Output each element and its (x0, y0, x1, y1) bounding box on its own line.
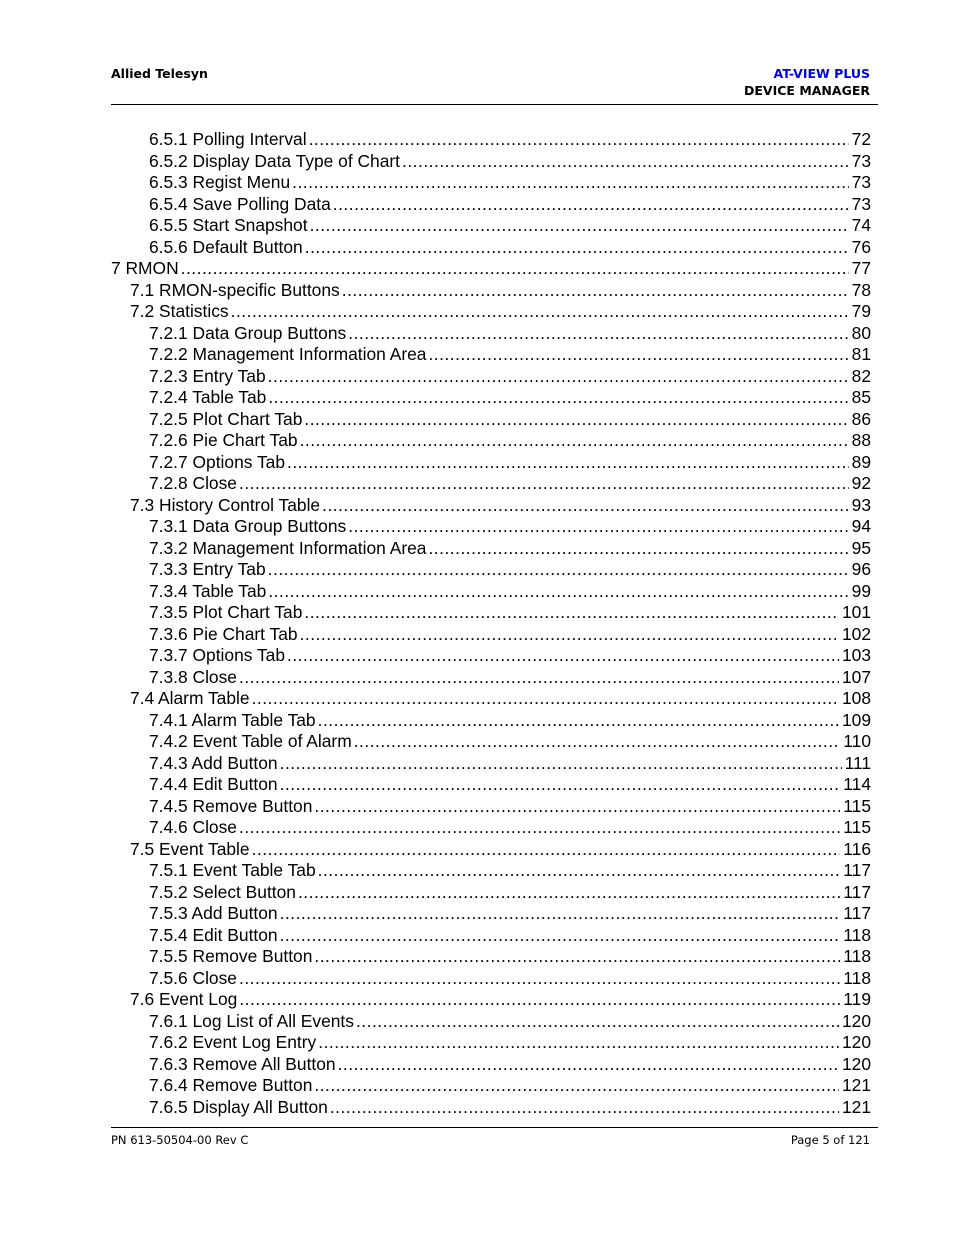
toc-entry[interactable] (111, 602, 871, 624)
toc-entry-page: 118 (843, 967, 871, 988)
toc-dot-leader (304, 602, 839, 624)
toc-dot-leader (322, 495, 849, 517)
toc-entry-title: 7.4.6 Close (149, 817, 237, 837)
toc-entry-page: 95 (851, 537, 871, 558)
toc-entry[interactable] (111, 1075, 871, 1097)
toc-entry-page: 79 (851, 301, 871, 321)
toc-entry-page: 86 (851, 408, 871, 429)
toc-entry-title: 7.3.3 Entry Tab (149, 559, 266, 579)
toc-entry-page: 73 (851, 193, 871, 214)
toc-entry-page: 117 (843, 860, 871, 880)
toc-entry-page: 118 (843, 946, 871, 966)
toc-dot-leader (239, 667, 839, 689)
toc-entry-title: 7.4.5 Remove Button (149, 795, 313, 816)
toc-entry-page: 80 (851, 322, 871, 343)
toc-entry-title: 7.2.5 Plot Chart Tab (149, 408, 303, 429)
toc-entry-title: 7.3.1 Data Group Buttons (149, 516, 347, 536)
toc-dot-leader (310, 215, 849, 237)
toc-entry-page: 93 (851, 494, 871, 515)
toc-dot-leader (318, 710, 839, 732)
toc-entry-page: 92 (851, 473, 871, 493)
toc-entry[interactable] (111, 688, 871, 710)
toc-dot-leader (300, 430, 849, 452)
toc-dot-leader (305, 237, 849, 259)
toc-entry[interactable] (111, 882, 871, 904)
toc-entry[interactable] (111, 129, 871, 151)
toc-entry-title: 7.5.4 Edit Button (149, 924, 278, 945)
toc-entry-page: 76 (851, 236, 871, 257)
toc-entry[interactable] (111, 538, 871, 560)
toc-entry-title: 7.2.4 Table Tab (149, 387, 267, 407)
company-name: Allied Telesyn (111, 66, 208, 81)
toc-entry[interactable] (111, 839, 871, 861)
toc-entry-title: 7.3 History Control Table (130, 494, 321, 515)
toc-entry[interactable] (111, 774, 871, 796)
toc-entry-title: 7.2.3 Entry Tab (149, 365, 266, 386)
toc-dot-leader (318, 1032, 839, 1054)
toc-dot-leader (181, 258, 849, 280)
toc-entry-title: 7.2 Statistics (130, 301, 229, 321)
document-number: PN 613-50504-00 Rev C (111, 1133, 249, 1147)
toc-entry[interactable] (111, 151, 871, 173)
toc-entry-page: 116 (843, 838, 871, 859)
toc-entry[interactable] (111, 1054, 871, 1076)
toc-entry-title: 7.2.8 Close (149, 473, 237, 493)
toc-entry-title: 7 RMON (111, 258, 179, 278)
toc-entry-title: 7.5.3 Add Button (149, 903, 278, 923)
toc-entry-title: 7.3.4 Table Tab (149, 580, 267, 601)
toc-dot-leader (268, 581, 848, 603)
toc-dot-leader (287, 645, 839, 667)
toc-dot-leader (252, 839, 841, 861)
page-number: Page 5 of 121 (790, 1133, 870, 1147)
toc-entry-title: 7.5.1 Event Table Tab (149, 860, 316, 880)
toc-entry-page: 96 (851, 559, 871, 579)
toc-entry-page: 107 (841, 666, 871, 687)
toc-entry-page: 103 (841, 645, 871, 665)
toc-entry[interactable] (111, 667, 871, 689)
toc-entry[interactable] (111, 860, 871, 882)
toc-entry-page: 101 (841, 602, 871, 622)
toc-entry-page: 117 (843, 881, 871, 902)
table-of-contents (111, 129, 871, 1118)
toc-entry-title: 7.4.3 Add Button (149, 752, 278, 773)
toc-entry-title: 7.4 Alarm Table (130, 688, 250, 708)
toc-entry-title: 7.6 Event Log (130, 989, 238, 1009)
product-subtitle: DEVICE MANAGER (744, 83, 870, 98)
toc-entry-title: 7.3.2 Management Information Area (149, 537, 427, 558)
toc-entry[interactable] (111, 817, 871, 839)
toc-dot-leader (314, 1075, 839, 1097)
toc-dot-leader (252, 688, 839, 710)
toc-dot-leader (239, 968, 840, 990)
toc-entry-page: 99 (851, 580, 871, 601)
toc-dot-leader (354, 731, 841, 753)
toc-entry-page: 81 (851, 344, 871, 364)
toc-entry[interactable] (111, 1032, 871, 1054)
toc-entry-title: 7.3.7 Options Tab (149, 645, 285, 665)
toc-entry-page: 115 (843, 795, 871, 816)
toc-entry-page: 82 (851, 365, 871, 386)
toc-entry[interactable] (111, 559, 871, 581)
toc-dot-leader (356, 1011, 839, 1033)
toc-entry-title: 7.1 RMON-specific Buttons (130, 279, 340, 300)
toc-dot-leader (309, 129, 849, 151)
toc-entry[interactable] (111, 280, 871, 302)
toc-entry[interactable] (111, 430, 871, 452)
toc-dot-leader (239, 817, 840, 839)
toc-dot-leader (348, 516, 848, 538)
toc-dot-leader (330, 1097, 839, 1119)
toc-entry[interactable] (111, 473, 871, 495)
toc-entry-page: 121 (841, 1075, 871, 1095)
toc-dot-leader (428, 538, 848, 560)
toc-dot-leader (300, 624, 839, 646)
toc-dot-leader (348, 323, 848, 345)
toc-entry-page: 94 (851, 516, 871, 536)
toc-entry-page: 108 (841, 688, 871, 708)
toc-entry-page: 110 (843, 731, 871, 751)
toc-entry-page: 73 (851, 172, 871, 192)
toc-dot-leader (268, 366, 849, 388)
toc-entry-title: 7.6.3 Remove All Button (149, 1053, 336, 1074)
toc-entry-page: 85 (851, 387, 871, 407)
toc-dot-leader (304, 409, 848, 431)
toc-entry-title: 7.2.1 Data Group Buttons (149, 322, 347, 343)
toc-entry[interactable] (111, 366, 871, 388)
toc-entry-page: 74 (851, 215, 871, 235)
toc-entry[interactable] (111, 796, 871, 818)
toc-entry[interactable] (111, 989, 871, 1011)
toc-entry-title: 6.5.3 Regist Menu (149, 172, 291, 192)
page-footer (111, 1127, 878, 1153)
toc-entry-page: 102 (841, 623, 871, 644)
toc-dot-leader (287, 452, 849, 474)
toc-entry-title: 7.6.5 Display All Button (149, 1096, 328, 1117)
toc-entry[interactable] (111, 301, 871, 323)
toc-dot-leader (333, 194, 849, 216)
toc-entry-title: 7.4.4 Edit Button (149, 774, 278, 794)
toc-entry[interactable] (111, 731, 871, 753)
toc-entry[interactable] (111, 194, 871, 216)
toc-entry-title: 7.4.2 Event Table of Alarm (149, 731, 352, 751)
toc-entry[interactable] (111, 516, 871, 538)
toc-entry-title: 7.6.2 Event Log Entry (149, 1032, 317, 1052)
toc-dot-leader (268, 387, 848, 409)
toc-dot-leader (280, 774, 841, 796)
toc-entry-title: 6.5.4 Save Polling Data (149, 193, 331, 214)
product-title: AT-VIEW PLUS (773, 66, 870, 81)
toc-entry-page: 109 (841, 709, 871, 730)
toc-entry-page: 78 (851, 279, 871, 300)
toc-entry-title: 7.3.8 Close (149, 666, 237, 687)
toc-entry-page: 73 (851, 150, 871, 171)
toc-entry-page: 88 (851, 430, 871, 450)
toc-entry-title: 6.5.1 Polling Interval (149, 129, 307, 149)
toc-entry[interactable] (111, 581, 871, 603)
toc-dot-leader (268, 559, 849, 581)
toc-entry[interactable] (111, 323, 871, 345)
toc-entry[interactable] (111, 925, 871, 947)
toc-entry-title: 6.5.5 Start Snapshot (149, 215, 308, 235)
toc-dot-leader (314, 796, 840, 818)
toc-entry-title: 7.5.2 Select Button (149, 881, 296, 902)
toc-entry[interactable] (111, 753, 871, 775)
toc-entry[interactable] (111, 968, 871, 990)
toc-entry[interactable] (111, 258, 871, 280)
toc-entry-title: 7.3.5 Plot Chart Tab (149, 602, 303, 622)
toc-dot-leader (292, 172, 849, 194)
page-header (111, 64, 878, 105)
toc-entry-title: 7.2.2 Management Information Area (149, 344, 427, 364)
toc-entry-page: 120 (841, 1053, 871, 1074)
toc-entry-title: 7.4.1 Alarm Table Tab (149, 709, 316, 730)
toc-dot-leader (298, 882, 840, 904)
toc-dot-leader (280, 925, 841, 947)
toc-entry-page: 119 (843, 989, 871, 1009)
toc-entry[interactable] (111, 903, 871, 925)
toc-entry[interactable] (111, 344, 871, 366)
toc-dot-leader (318, 860, 841, 882)
toc-dot-leader (231, 301, 849, 323)
toc-entry[interactable] (111, 387, 871, 409)
toc-entry-page: 117 (843, 903, 871, 923)
toc-entry[interactable] (111, 710, 871, 732)
toc-entry[interactable] (111, 624, 871, 646)
toc-entry[interactable] (111, 946, 871, 968)
toc-entry[interactable] (111, 1097, 871, 1119)
toc-entry-title: 7.2.6 Pie Chart Tab (149, 430, 298, 450)
toc-entry-page: 115 (843, 817, 871, 837)
toc-entry-page: 89 (851, 451, 871, 472)
toc-entry-title: 7.6.1 Log List of All Events (149, 1010, 354, 1031)
toc-entry-page: 114 (843, 774, 871, 794)
toc-entry-page: 111 (844, 752, 871, 773)
toc-dot-leader (314, 946, 840, 968)
toc-dot-leader (280, 903, 841, 925)
toc-entry[interactable] (111, 645, 871, 667)
toc-entry-title: 7.2.7 Options Tab (149, 451, 285, 472)
toc-entry-title: 7.5.6 Close (149, 967, 237, 988)
toc-dot-leader (280, 753, 842, 775)
toc-entry[interactable] (111, 452, 871, 474)
toc-entry-page: 120 (841, 1032, 871, 1052)
toc-dot-leader (402, 151, 849, 173)
toc-entry-title: 7.6.4 Remove Button (149, 1075, 313, 1095)
toc-entry-page: 118 (843, 924, 871, 945)
toc-dot-leader (428, 344, 848, 366)
toc-entry[interactable] (111, 1011, 871, 1033)
toc-entry-page: 120 (841, 1010, 871, 1031)
toc-dot-leader (239, 473, 849, 495)
toc-entry-page: 77 (851, 258, 871, 278)
toc-entry-title: 7.5.5 Remove Button (149, 946, 313, 966)
toc-entry-title: 6.5.6 Default Button (149, 236, 303, 257)
toc-entry[interactable] (111, 409, 871, 431)
toc-entry[interactable] (111, 215, 871, 237)
toc-entry-page: 121 (841, 1096, 871, 1117)
toc-dot-leader (338, 1054, 839, 1076)
toc-entry-title: 7.5 Event Table (130, 838, 250, 859)
toc-dot-leader (342, 280, 849, 302)
toc-dot-leader (239, 989, 840, 1011)
toc-entry[interactable] (111, 172, 871, 194)
toc-entry[interactable] (111, 495, 871, 517)
toc-entry-title: 6.5.2 Display Data Type of Chart (149, 150, 401, 171)
toc-entry-page: 72 (851, 129, 871, 149)
toc-entry[interactable] (111, 237, 871, 259)
toc-entry-title: 7.3.6 Pie Chart Tab (149, 623, 298, 644)
